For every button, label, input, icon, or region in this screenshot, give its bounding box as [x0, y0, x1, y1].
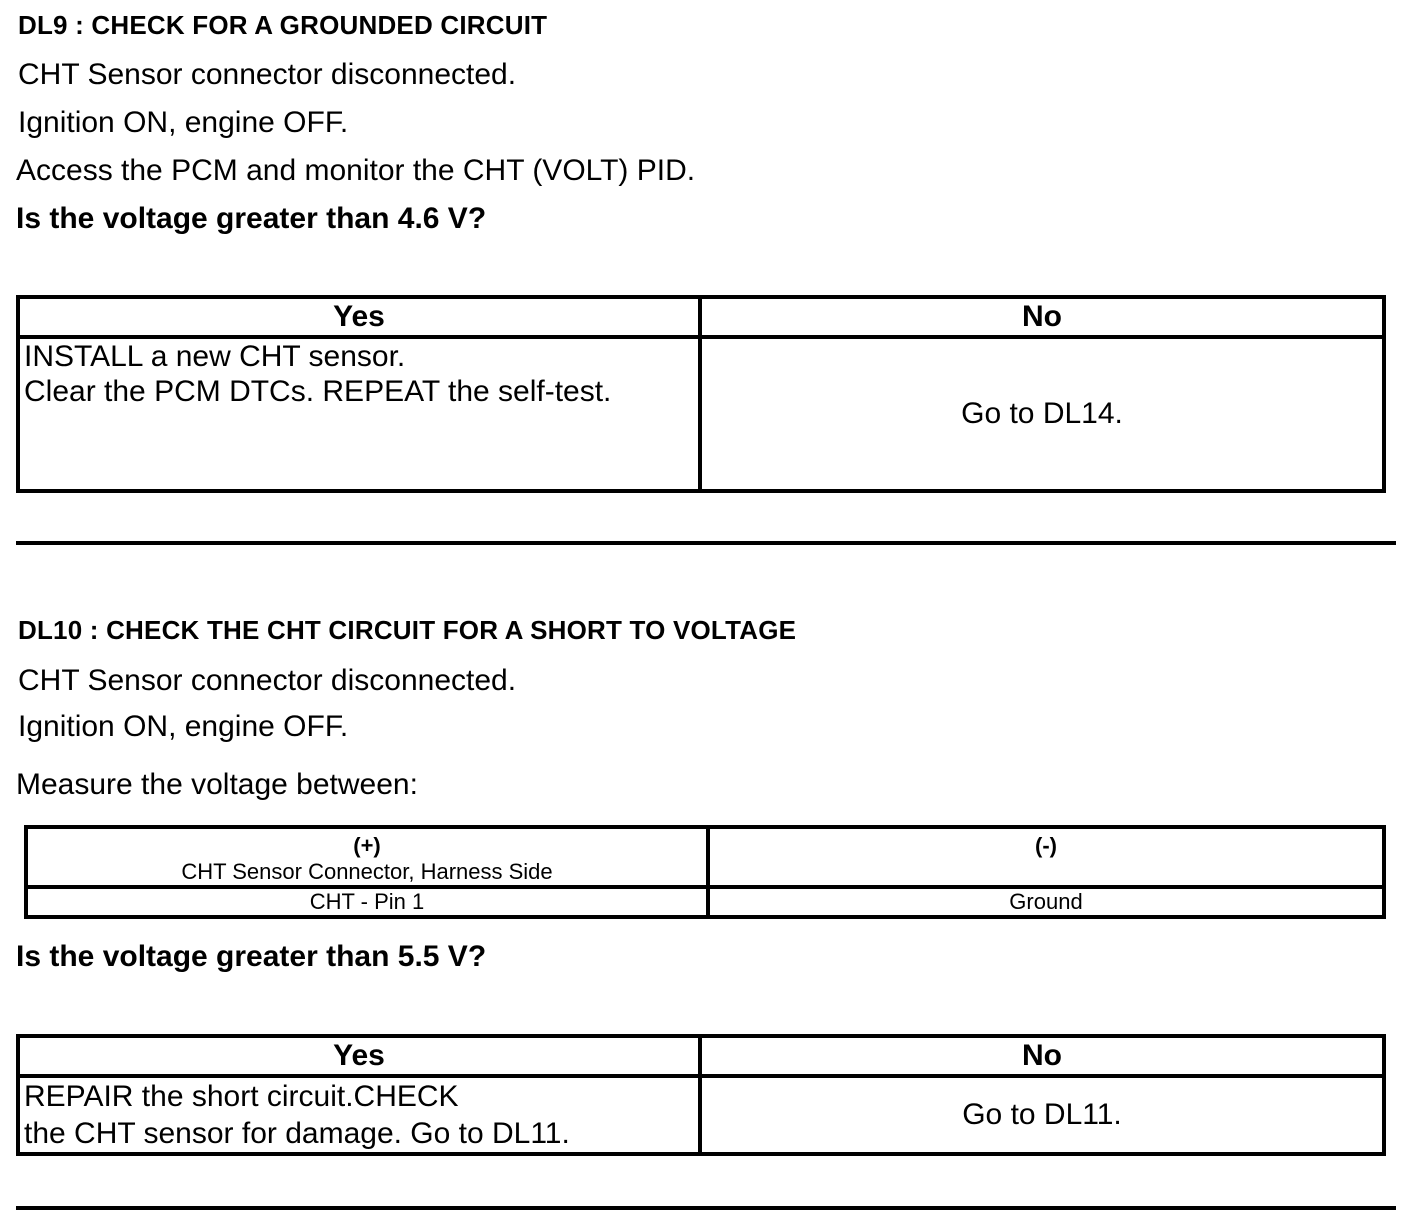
dl9-line-2: Ignition ON, engine OFF.: [18, 106, 349, 139]
dl10-pos-header: [26, 827, 708, 887]
dl10-heading: DL10 : CHECK THE CHT CIRCUIT FOR A SHORT TO VOLTAGE: [18, 615, 797, 645]
dl9-line-1: CHT Sensor connector disconnected.: [18, 58, 517, 91]
dl10-line-1: CHT Sensor connector disconnected.: [18, 664, 517, 697]
dl10-no-cell: Go to DL11.: [700, 1076, 1384, 1154]
dl10-yes-line-1: REPAIR the short circuit.CHECK: [24, 1080, 459, 1113]
dl9-heading: DL9 : CHECK FOR A GROUNDED CIRCUIT: [18, 10, 548, 40]
dl10-measure-intro: Measure the voltage between:: [16, 768, 418, 801]
dl9-yes-header: Yes: [18, 297, 700, 337]
dl9-line-3: Access the PCM and monitor the CHT (VOLT) PID.: [16, 154, 696, 187]
section-divider: [16, 541, 1396, 545]
dl10-pos-header-label: CHT Sensor Connector, Harness Side: [181, 859, 553, 884]
dl10-measure-table: [24, 825, 1386, 919]
dl9-question: Is the voltage greater than 4.6 V?: [16, 202, 487, 235]
dl10-neg-value: Ground: [708, 887, 1384, 917]
dl10-question: Is the voltage greater than 5.5 V?: [16, 940, 487, 973]
dl10-result-table: [16, 1034, 1386, 1156]
dl10-no-header: No: [700, 1036, 1384, 1076]
dl10-pos-header-symbol: (+): [353, 833, 381, 858]
bottom-divider: [16, 1206, 1396, 1210]
dl9-yes-line-2: Clear the PCM DTCs. REPEAT the self-test.: [24, 375, 612, 408]
dl9-no-cell: Go to DL14.: [700, 337, 1384, 491]
dl9-no-header: No: [700, 297, 1384, 337]
dl9-result-table: [16, 295, 1386, 493]
dl10-line-2: Ignition ON, engine OFF.: [18, 710, 349, 743]
dl10-yes-line-2: the CHT sensor for damage. Go to DL11.: [24, 1117, 570, 1150]
dl10-yes-header: Yes: [18, 1036, 700, 1076]
dl10-pos-value: CHT - Pin 1: [26, 887, 708, 917]
dl9-yes-cell: [18, 337, 700, 491]
dl9-yes-line-1: INSTALL a new CHT sensor.: [24, 340, 406, 373]
dl10-neg-header: (-): [708, 827, 1384, 887]
dl10-yes-cell: [18, 1076, 700, 1154]
